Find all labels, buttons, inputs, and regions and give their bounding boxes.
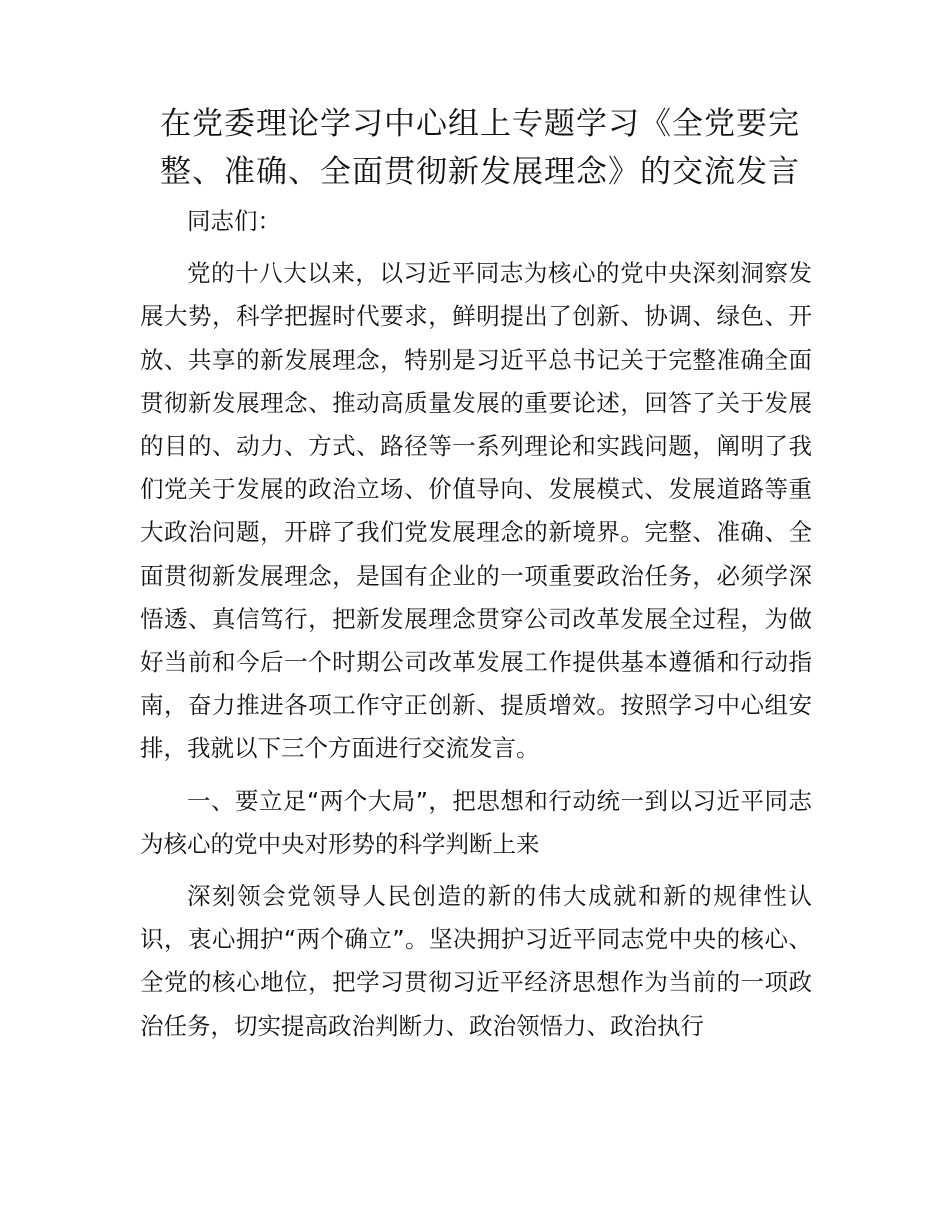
document-title: 在党委理论学习中心组上专题学习《全党要完整、准确、全面贯彻新发展理念》的交流发言 [160,106,800,190]
salutation-paragraph: 同志们： [187,207,281,235]
document-body [140,200,812,1057]
section-1-paragraph: 深刻领会党领导人民创造的新的伟大成就和新的规律性认识，衷心拥护“两个确立”。坚决拥护习近平同志党中央的核心、全党的核心地位，把学习贯彻习近平经济思想作为当前的一项政治任务，切实提高政治判断力、政治领悟力、政治执行 [140,882,812,1040]
section-heading-1: 一、要立足“两个大局”，把思想和行动统一到以习近平同志为核心的党中央对形势的科学判断上来 [140,786,812,858]
intro-paragraph: 党的十八大以来，以习近平同志为核心的党中央深刻洞察发展大势，科学把握时代要求，鲜明提出了创新、协调、绿色、开放、共享的新发展理念，特别是习近平总书记关于完整准确全面贯彻新发展理念、推动高质量发展的重要论述，回答了关于发展的目的、动力、方式、路径等一系列理论和实践问题，阐明了我们党关于发展的政治立场、价值导向、发展模式、发展道路等重大政治问题，开辟了我们党发展理念的新境界。完整、准确、全面贯彻新发展理念，是国有企业的一项重要政治任务，必须学深悟透、真信笃行，把新发展理念贯穿公司改革发展全过程，为做好当前和今后一个时期公司改革发展工作提供基本遵循和行动指南，奋力推进各项工作守正创新、提质增效。按照学习中心组安排，我就以下三个方面进行交流发言。 [140,259,812,763]
